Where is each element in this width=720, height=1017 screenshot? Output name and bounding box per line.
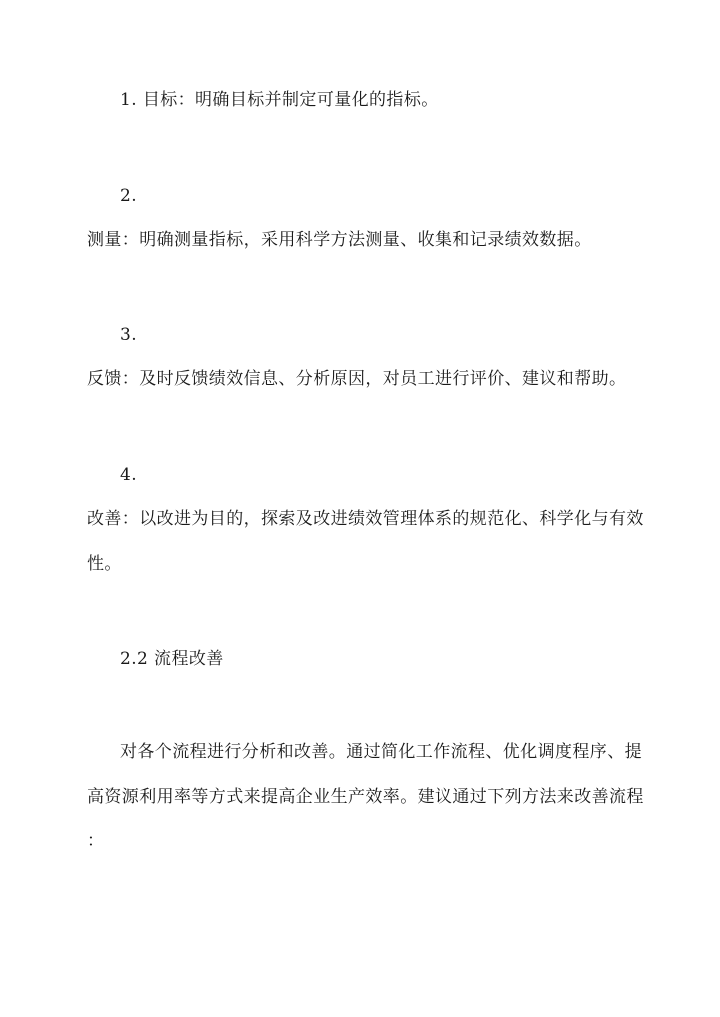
item-3-number: 3.: [120, 325, 138, 345]
item-4-text-line2: 性。: [87, 554, 122, 574]
item-2-text: 测量：明确测量指标，采用科学方法测量、收集和记录绩效数据。: [87, 230, 592, 250]
item-1-text: 1. 目标：明确目标并制定可量化的指标。: [120, 90, 439, 110]
section-para-line2: 高资源利用率等方式来提高企业生产效率。建议通过下列方法来改善流程: [87, 787, 644, 807]
item-3-text: 反馈：及时反馈绩效信息、分析原因，对员工进行评价、建议和帮助。: [87, 369, 627, 389]
item-4-number: 4.: [120, 465, 138, 485]
item-2-number: 2.: [120, 186, 138, 206]
item-4-text-line1: 改善：以改进为目的，探索及改进绩效管理体系的规范化、科学化与有效: [87, 509, 644, 529]
section-para-line1: 对各个流程进行分析和改善。通过简化工作流程、优化调度程序、提: [120, 742, 642, 762]
section-para-line3: ：: [87, 831, 105, 851]
section-heading: 2.2 流程改善: [120, 649, 224, 669]
